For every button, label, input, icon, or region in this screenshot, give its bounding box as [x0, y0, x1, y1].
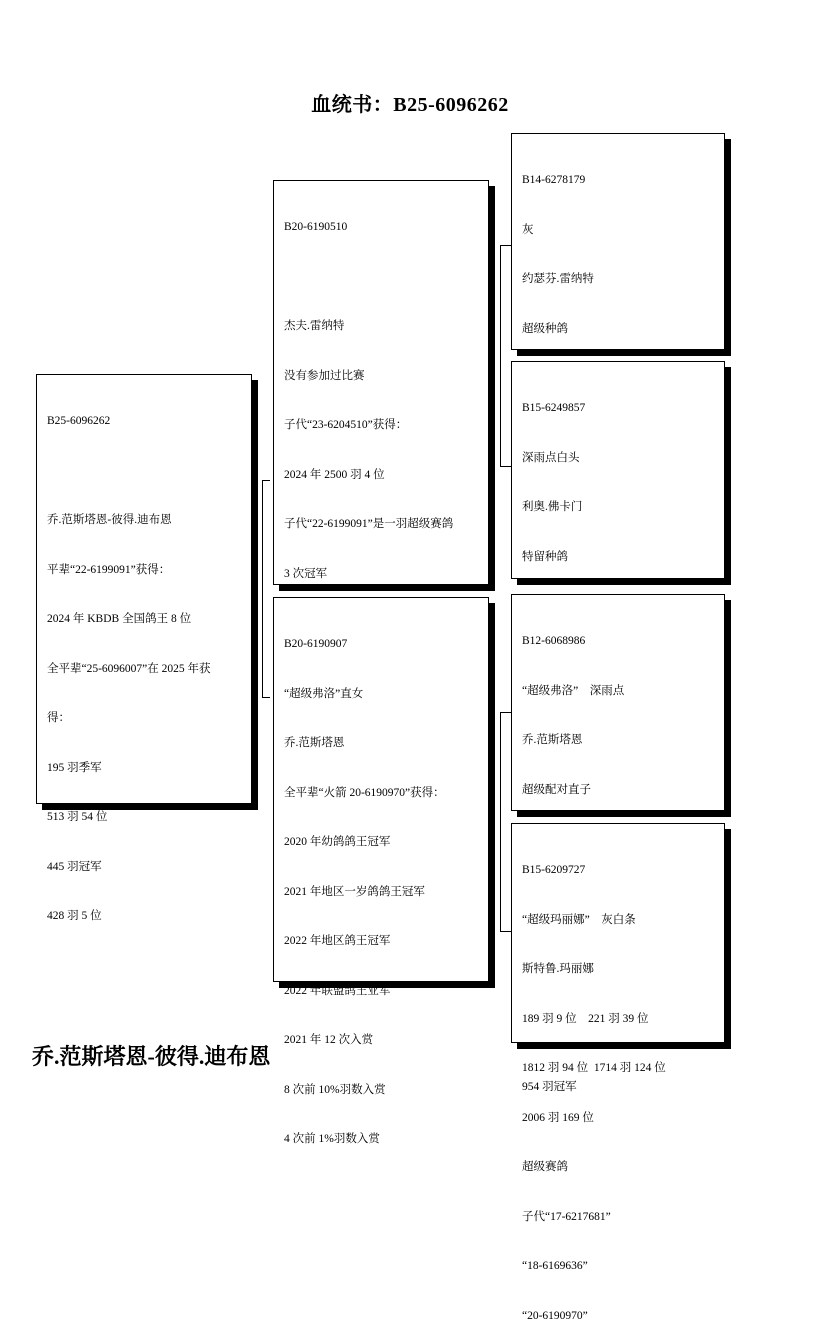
ring-number: B14-6278179	[522, 174, 586, 186]
card-line: 3 次冠军	[284, 567, 328, 580]
card-line: 全平辈“火箭 20-6190970”获得：	[284, 786, 445, 799]
pedigree-card-subject	[36, 374, 252, 922]
card-line: 乔.范斯塔恩	[522, 734, 583, 746]
pedigree-card-sire-dam	[511, 361, 725, 579]
card-line: 子代“17-6217681”	[522, 1210, 611, 1223]
card-line: 2021 年 12 次入赏	[284, 1034, 374, 1046]
ring-number: B15-6249857	[522, 402, 586, 414]
pedigree-card-sire	[273, 180, 489, 585]
ring-number: B20-6190510	[284, 221, 348, 233]
card-line	[284, 269, 480, 286]
card-line: 斯特鲁.玛丽娜	[522, 963, 594, 975]
card-line: “超级弗洛”直女	[284, 687, 364, 700]
card-line: 954 羽冠军	[522, 1080, 577, 1093]
card-line: 利奥.佛卡门	[522, 501, 583, 513]
card-line: 4 次前 1%羽数入赏	[284, 1133, 380, 1145]
card-line: 2024 年 KBDB 全国鸽王 8 位	[47, 613, 192, 625]
card-line: 2020 年幼鸽鸽王冠军	[284, 836, 391, 848]
card-line	[47, 463, 243, 480]
card-line: 没有参加过比赛	[284, 369, 365, 382]
card-line: 2024 年 2500 羽 4 位	[284, 468, 385, 481]
card-line: 428 羽 5 位	[47, 910, 102, 922]
card-line: “18-6169636”	[522, 1260, 588, 1272]
card-line: 全平辈“25-6096007”在 2025 年获	[47, 662, 211, 675]
breeder-name: 乔.范斯塔恩-彼得.迪布恩	[32, 1044, 271, 1069]
card-line: 灰	[522, 223, 534, 236]
card-line: 乔.范斯塔恩	[284, 737, 345, 749]
ring-number: B15-6209727	[522, 864, 586, 876]
card-line: 乔.范斯塔恩-彼得.迪布恩	[47, 514, 172, 526]
card-line: 513 羽 54 位	[47, 811, 108, 823]
card-line: 深雨点白头	[522, 451, 580, 464]
card-line: 1812 羽 94 位 1714 羽 124 位	[522, 1062, 666, 1074]
card-line: 约瑟芬.雷纳特	[522, 273, 594, 285]
card-line: 189 羽 9 位 221 羽 39 位	[522, 1012, 649, 1025]
card-line: 2022 年地区鸽王冠军	[284, 935, 391, 947]
card-line: 2021 年地区一岁鸽鸽王冠军	[284, 885, 425, 898]
card-line: 445 羽冠军	[47, 860, 102, 873]
card-line: “超级弗洛” 深雨点	[522, 684, 625, 697]
connector-subject	[262, 480, 270, 698]
card-line: 2022 年联盟鸽王亚军	[284, 984, 391, 997]
ring-number: B25-6096262	[47, 415, 111, 427]
card-line: 超级种鸽	[522, 322, 568, 335]
card-line: 超级配对直子	[522, 783, 591, 796]
card-line: 子代“23-6204510”获得：	[284, 419, 408, 431]
ring-number: B20-6190907	[284, 638, 348, 650]
card-line: 超级赛鸽	[522, 1161, 568, 1173]
card-line: 得：	[47, 712, 70, 724]
pedigree-card-dam	[273, 597, 489, 1145]
pedigree-card-sire-sire	[511, 133, 725, 350]
card-line: “20-6190970”	[522, 1309, 588, 1322]
card-line: 平辈“22-6199091”获得：	[47, 563, 171, 576]
card-line: “超级玛丽娜” 灰白条	[522, 913, 636, 926]
card-line: 特留种鸽	[522, 550, 568, 563]
card-line: 子代“22-6199091”是一羽超级赛鸽	[284, 518, 454, 530]
ring-number: B12-6068986	[522, 635, 586, 647]
page-title: 血统书：B25-6096262	[311, 94, 509, 116]
card-line: 2006 羽 169 位	[522, 1111, 594, 1124]
card-line: 195 羽季军	[47, 761, 102, 774]
card-line: 杰夫.雷纳特	[284, 320, 345, 332]
card-line: 8 次前 10%羽数入赏	[284, 1083, 386, 1096]
